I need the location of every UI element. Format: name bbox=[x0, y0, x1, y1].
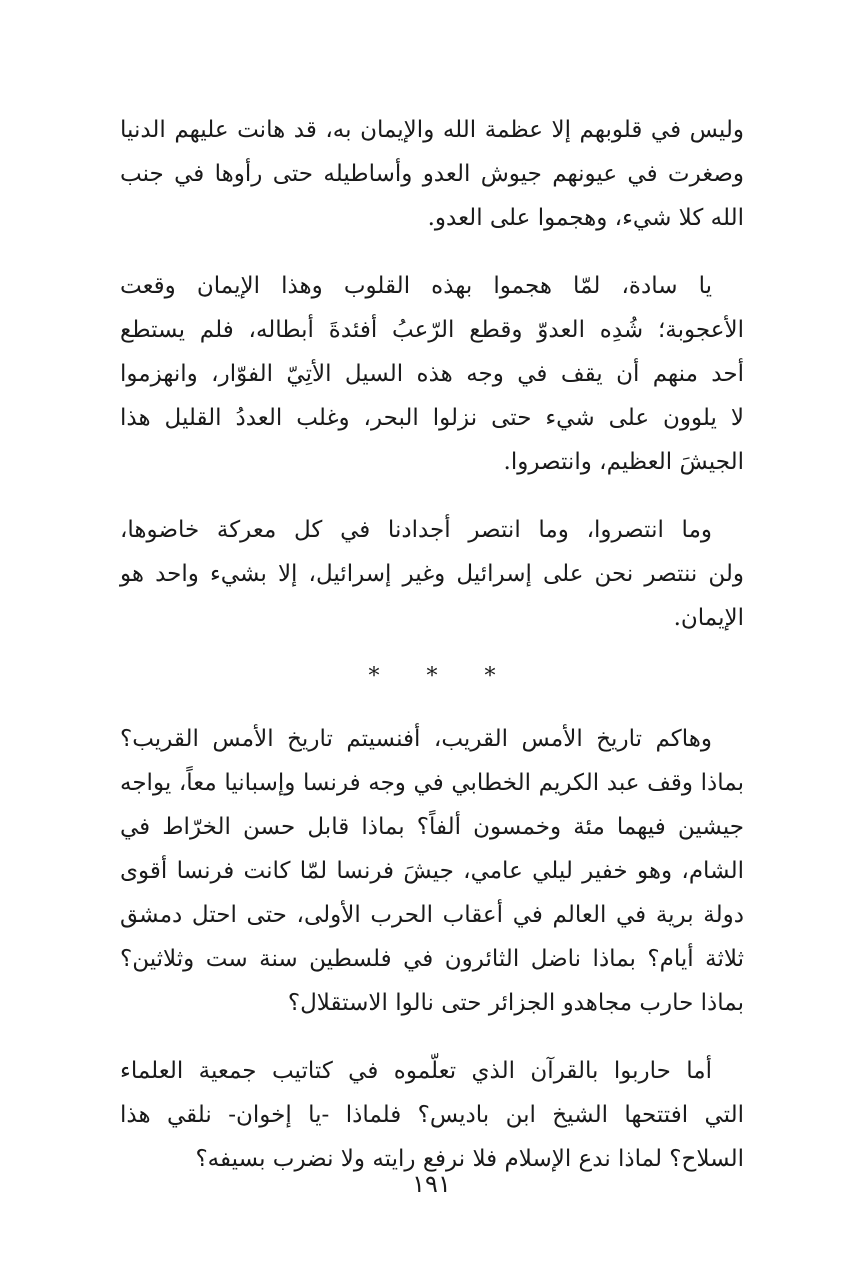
text-line: التي افتتحها الشيخ ابن باديس؟ فلماذا -يا إخوان- نلقي هذا bbox=[120, 1102, 744, 1128]
text-line: وصغرت في عيونهم جيوش العدو وأساطيله حتى رأوها في جنب bbox=[120, 161, 744, 187]
paragraph-3 bbox=[120, 508, 744, 640]
text-line: ولن ننتصر نحن على إسرائيل وغير إسرائيل، إلا بشيء واحد هو bbox=[120, 561, 744, 587]
paragraph-4 bbox=[120, 717, 744, 1025]
text-line: بماذا حارب مجاهدو الجزائر حتى نالوا الاستقلال؟ bbox=[287, 990, 744, 1016]
text-line: الإيمان. bbox=[673, 605, 744, 631]
page-number: ١٩١ bbox=[412, 1170, 451, 1198]
text-line: أحد منهم أن يقف في وجه هذه السيل الأتِيّ الفوّار، وانهزموا bbox=[120, 361, 744, 387]
text-line: وليس في قلوبهم إلا عظمة الله والإيمان به، قد هانت عليهم الدنيا bbox=[120, 117, 744, 143]
text-line: ثلاثة أيام؟ بماذا ناضل الثائرون في فلسطين سنة ست وثلاثين؟ bbox=[120, 946, 744, 972]
text-line: وما انتصروا، وما انتصر أجدادنا في كل معركة خاضوها، bbox=[120, 517, 712, 543]
text-line: دولة برية في العالم في أعقاب الحرب الأولى، حتى احتل دمشق bbox=[120, 902, 744, 928]
paragraph-5 bbox=[120, 1049, 744, 1181]
text-line: يا سادة، لمّا هجموا بهذه القلوب وهذا الإيمان وقعت bbox=[120, 273, 712, 299]
text-line: الله كلا شيء، وهجموا على العدو. bbox=[427, 205, 744, 231]
text-line: أما حاربوا بالقرآن الذي تعلّموه في كتاتيب جمعية العلماء bbox=[120, 1058, 712, 1084]
text-line: بماذا وقف عبد الكريم الخطابي في وجه فرنسا وإسبانيا معاً، يواجه bbox=[120, 770, 744, 796]
text-line: السلاح؟ لماذا ندع الإسلام فلا نرفع رايته ولا نضرب بسيفه؟ bbox=[195, 1146, 744, 1172]
text-line: الجيشَ العظيم، وانتصروا. bbox=[503, 449, 744, 475]
paragraph-1 bbox=[120, 108, 744, 240]
paragraph-2 bbox=[120, 264, 744, 484]
text-line: الشام، وهو خفير ليلي عامي، جيشَ فرنسا لمّا كانت فرنسا أقوى bbox=[120, 858, 744, 884]
text-line: جيشين فيهما مئة وخمسون ألفاً؟ بماذا قابل حسن الخرّاط في bbox=[120, 814, 744, 840]
text-line: الأعجوبة؛ شُدِه العدوّ وقطع الرّعبُ أفئدةَ أبطاله، فلم يستطع bbox=[120, 317, 744, 343]
page-body bbox=[120, 108, 744, 1205]
text-line: وهاكم تاريخ الأمس القريب، أفنسيتم تاريخ الأمس القريب؟ bbox=[120, 726, 712, 752]
section-separator: * * * bbox=[368, 664, 516, 689]
text-line: لا يلوون على شيء حتى نزلوا البحر، وغلب العددُ القليل هذا bbox=[120, 405, 744, 431]
